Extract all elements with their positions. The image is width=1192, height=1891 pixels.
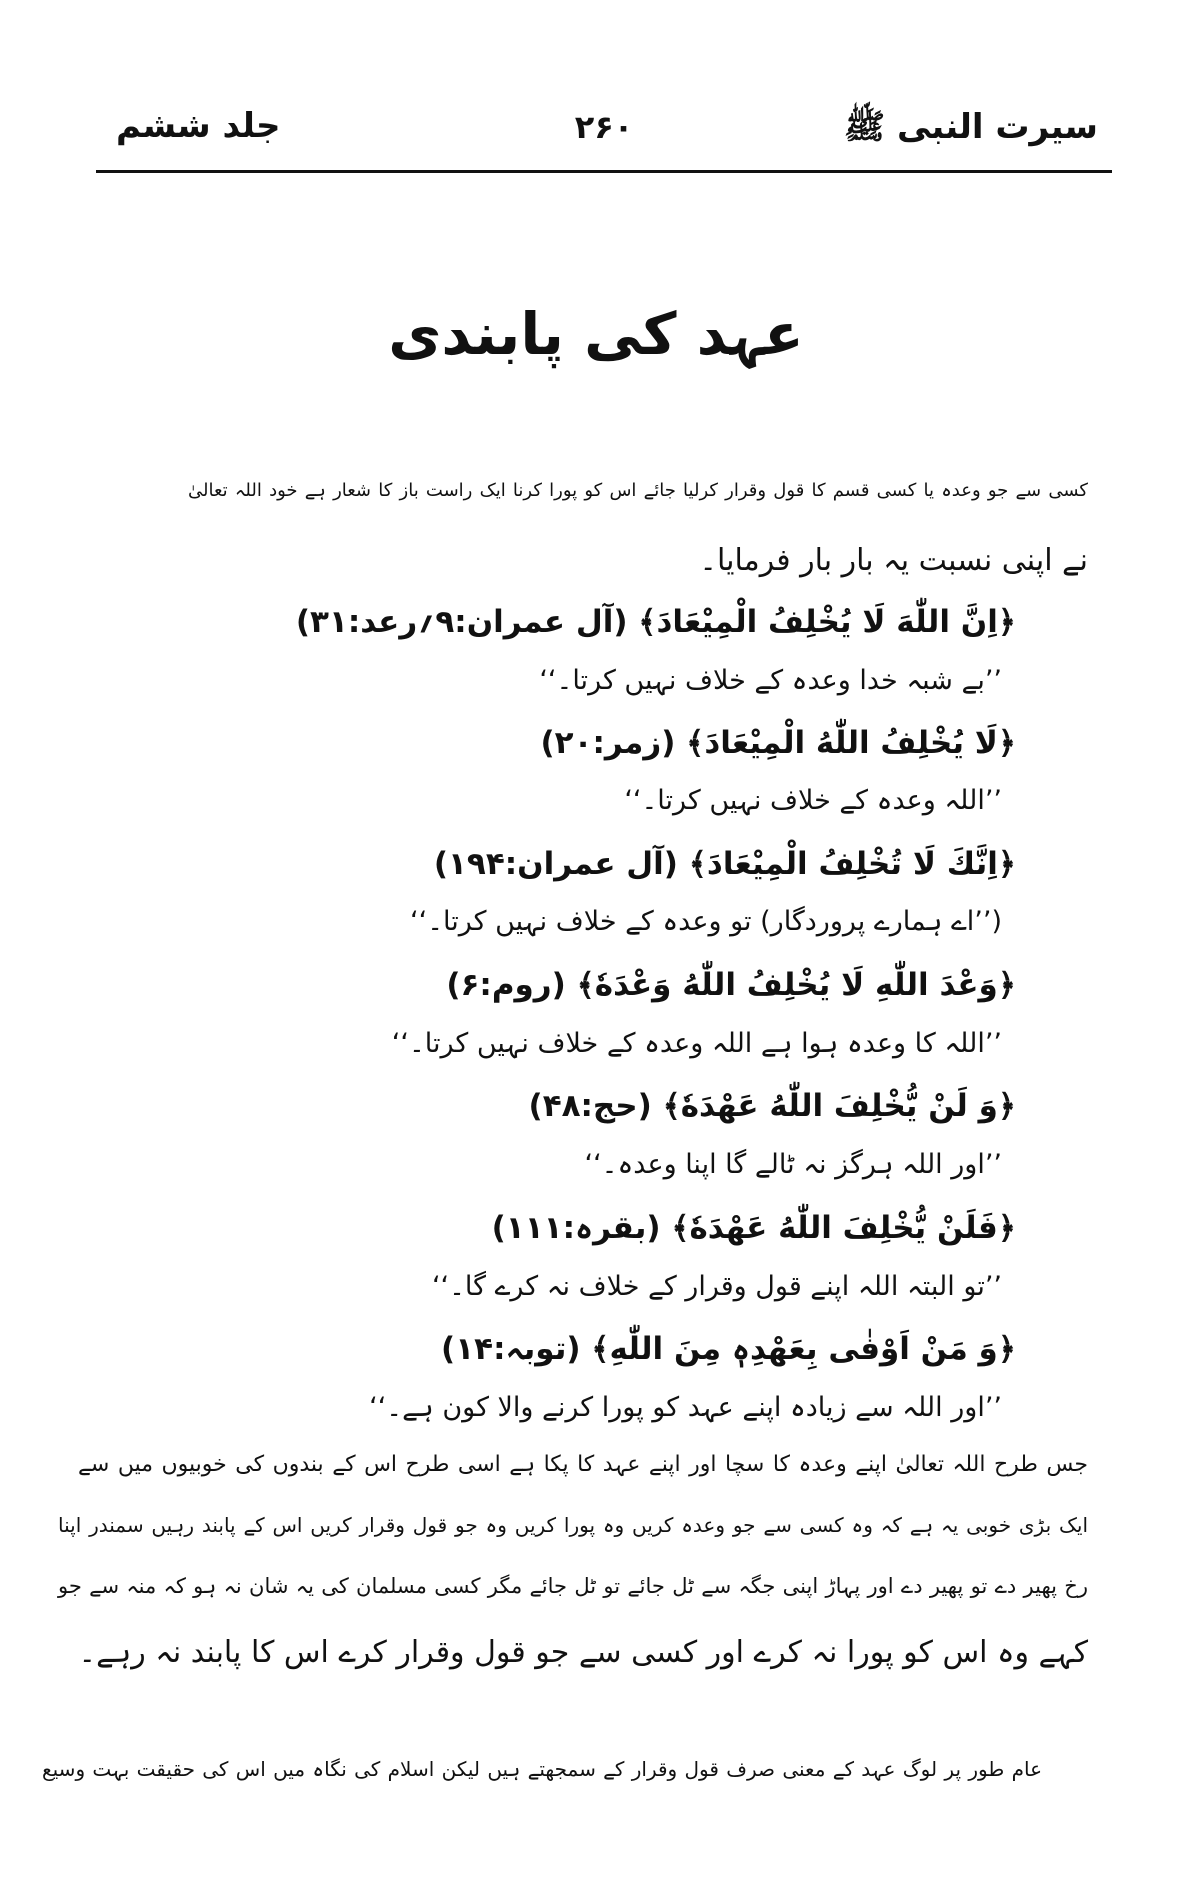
quran-verse: ﴿لَا يُخْلِفُ اللّٰهُ الْمِيْعَادَ﴾ (زمر:۲۰) [540,725,1016,761]
quran-verse: ﴿وَعْدَ اللّٰهِ لَا يُخْلِفُ اللّٰهُ وَعْدَهٗ﴾ (روم:۶) [446,967,1016,1003]
volume-label: جلد ششم [116,106,281,146]
verse-translation: ’’اور اللہ ہرگز نہ ٹالے گا اپنا وعدہ۔‘‘ [584,1149,1002,1180]
verse-translation: ’’اللہ کا وعدہ ہوا ہے اللہ وعدہ کے خلاف نہیں کرتا۔‘‘ [391,1028,1002,1059]
paragraph-line: جس طرح اللہ تعالیٰ اپنے وعدہ کا سچا اور اپنے عہد کا پکا ہے اسی طرح اس کے بندوں کی خوبیوں میں سے [78,1452,1088,1477]
verse-translation: ’’اللہ وعدہ کے خلاف نہیں کرتا۔‘‘ [624,785,1002,816]
quran-verse: ﴿اِنَّ اللّٰهَ لَا يُخْلِفُ الْمِيْعَادَ﴾ (آل عمران:۹؍رعد:۳۱) [295,604,1016,640]
running-header [96,100,1112,160]
paragraph-line: کسی سے جو وعدہ یا کسی قسم کا قول وقرار کرلیا جائے اس کو پورا کرنا ایک راست باز کا شعار ہے خود اللہ تعالیٰ [188,480,1088,501]
paragraph-line: نے اپنی نسبت یہ بار بار فرمایا۔ [699,543,1088,578]
paragraph-line: ایک بڑی خوبی یہ ہے کہ وہ کسی سے جو وعدہ کریں وہ پورا کریں وہ جو قول وقرار کریں اس کے پابند رہیں سمندر اپنا [58,1513,1088,1537]
paragraph-line: رخ پھیر دے تو پھیر دے اور پہاڑ اپنی جگہ سے ٹل جائے تو ٹل جائے مگر کسی مسلمان کی یہ شان نہ ہو کہ منہ سے جو [58,1574,1088,1598]
quran-verse: ﴿اِنَّكَ لَا تُخْلِفُ الْمِيْعَادَ﴾ (آل عمران:۱۹۴) [433,846,1016,882]
quran-verse: ﴿وَ مَنْ اَوْفٰى بِعَهْدِهٖ مِنَ اللّٰهِ﴾ (توبہ:۱۴) [441,1331,1016,1367]
verse-translation: (’’اے ہمارے پروردگار) تو وعدہ کے خلاف نہیں کرتا۔‘‘ [410,906,1002,937]
verse-translation: ’’بے شبہ خدا وعدہ کے خلاف نہیں کرتا۔‘‘ [539,665,1002,696]
quran-verse: ﴿وَ لَنْ يُّخْلِفَ اللّٰهُ عَهْدَهٗ﴾ (حج:۴۸) [528,1088,1016,1124]
paragraph-line: کہے وہ اس کو پورا نہ کرے اور کسی سے جو قول وقرار کرے اس کا پابند نہ رہے۔ [78,1635,1088,1670]
book-title: سیرت النبی ﷺ [844,107,1098,147]
verse-translation: ’’تو البتہ اللہ اپنے قول وقرار کے خلاف نہ کرے گا۔‘‘ [431,1271,1002,1302]
page-number: ۲۶۰ [574,108,634,146]
verse-translation: ’’اور اللہ سے زیادہ اپنے عہد کو پورا کرنے والا کون ہے۔‘‘ [369,1392,1002,1423]
header-divider [96,170,1112,173]
chapter-title: عہد کی پابندی [388,300,804,368]
paragraph-line: عام طور پر لوگ عہد کے معنی صرف قول وقرار کے سمجھتے ہیں لیکن اسلام کی نگاہ میں اس کی حقیقت بہت وسیع [42,1757,1042,1781]
quran-verse: ﴿فَلَنْ يُّخْلِفَ اللّٰهُ عَهْدَهٗ﴾ (بقرہ:۱۱۱) [491,1210,1016,1246]
